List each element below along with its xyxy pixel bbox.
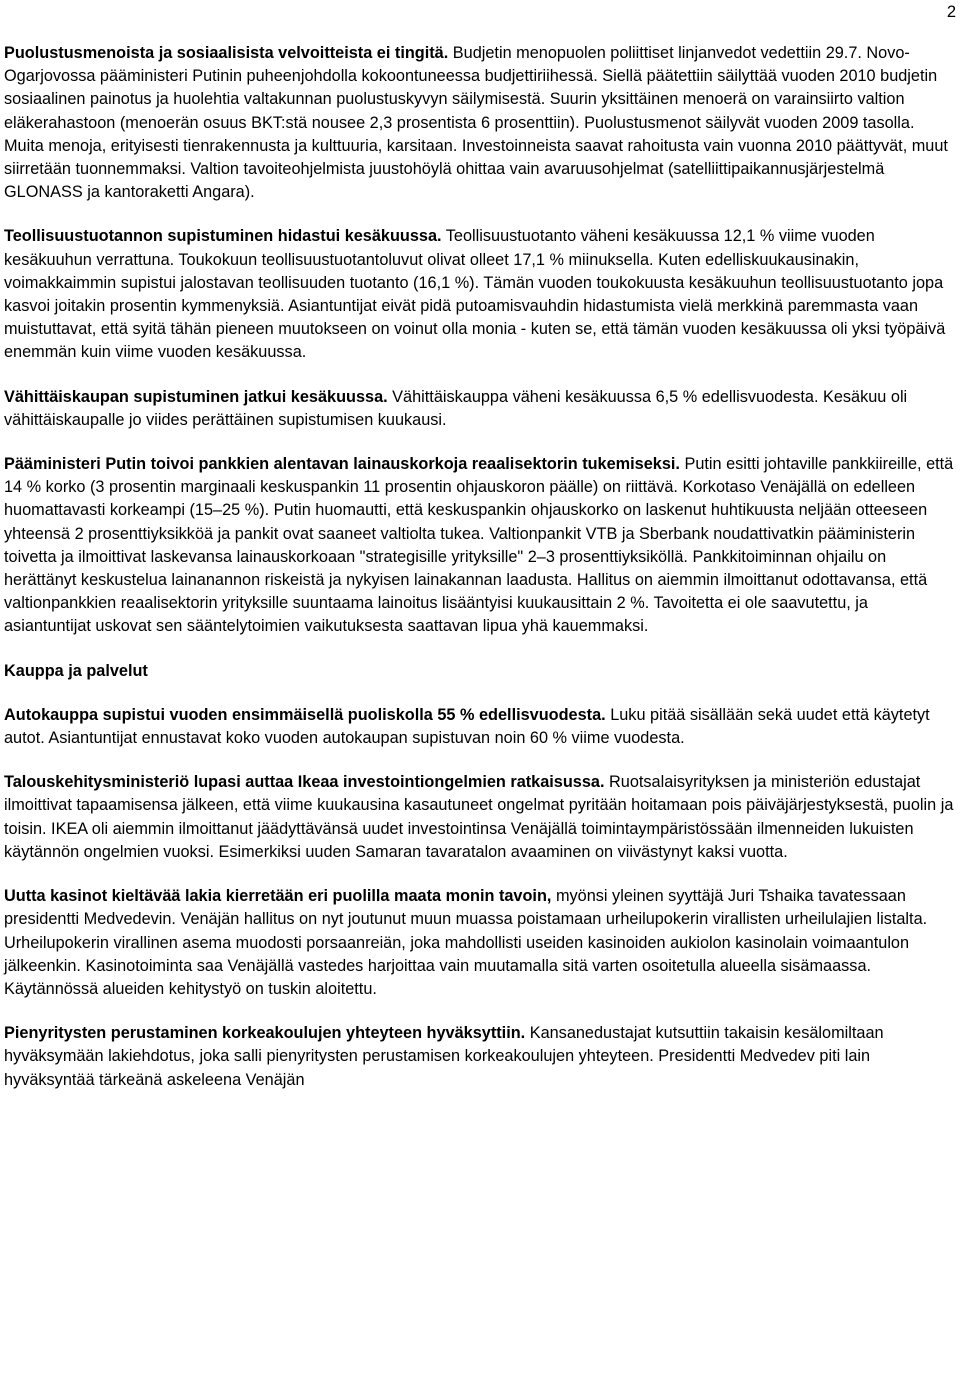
paragraph-casinos (4, 885, 956, 1001)
paragraph-body: Ruotsalaisyrityksen ja ministeriön edustajat ilmoittivat tapaamisensa jälkeen, että viime kuukausina kasautuneet ongelmat pyritään hoitamaan pois päiväjärjestyksestä, puolin ja toisin. IKEA oli aiemmin ilmoittanut jäädyttävänsä uudet investointinsa Venäjällä toimintaympäristössään ilmenneiden lukuisten käytännön ongelmien vuoksi. Esimerkiksi uuden Samaran tavaratalon avaaminen on viivästynyt kaksi vuotta. (4, 773, 954, 861)
paragraph-lead: Pääministeri Putin toivoi pankkien alentavan lainauskorkoja reaalisektorin tukemiseksi. (4, 455, 680, 474)
document-body (4, 42, 956, 1113)
paragraph-body: Kansanedustajat kutsuttiin takaisin kesälomiltaan hyväksymään lakiehdotus, joka salli pienyritysten perustamisen korkeakoulujen yhteyteen. Presidentti Medvedev piti lain hyväksyntää tärkeänä askeleena Venäjän (4, 1024, 884, 1089)
page-number: 2 (946, 3, 956, 21)
paragraph-industrial-production (4, 225, 956, 364)
paragraph-body: Vähittäiskauppa väheni kesäkuussa 6,5 % edellisvuodesta. Kesäkuu oli vähittäiskaupalle jo viides perättäinen supistumisen kuukausi. (4, 387, 908, 429)
paragraph-car-sales (4, 704, 956, 750)
paragraph-lead: Autokauppa supistui vuoden ensimmäisellä puoliskolla 55 % edellisvuodesta. (4, 705, 606, 724)
paragraph-bank-rates (4, 453, 956, 639)
paragraph-lead: Puolustusmenoista ja sosiaalisista velvoitteista ei tingitä. (4, 44, 449, 62)
paragraph-ikea (4, 771, 956, 864)
paragraph-body: Teollisuustuotanto väheni kesäkuussa 12,1 % viime vuoden kesäkuuhun verrattuna. Toukokuun teollisuustuotantoluvut olivat olleet 17,1 % miinuksella. Kuten edelliskuukausinakin, voimakkaimmin supistui jalostavan teollisuuden tuotanto (16,1 %). Tämän vuoden toukokuusta kesäkuuhun teollisuustuotanto jopa kasvoi joitakin prosentin kymmenyksiä. Asiantuntijat eivät pidä putoamisvauhdin hidastumista vielä merkkinä paremmasta vaan muistuttavat, että syitä tähän pieneen muutokseen on voinut olla monia - kuten se, että tämän vuoden kesäkuussa oli yksi työpäivä enemmän kuin viime vuoden kesäkuussa. (4, 227, 946, 362)
paragraph-lead: Teollisuustuotannon supistuminen hidastui kesäkuussa. (4, 227, 442, 246)
paragraph-retail (4, 386, 956, 432)
paragraph-small-business (4, 1022, 956, 1092)
paragraph-defence-spending (4, 42, 956, 204)
paragraph-lead: Talouskehitysministeriö lupasi auttaa Ikeaa investointiongelmien ratkaisussa. (4, 773, 605, 792)
paragraph-body: myönsi yleinen syyttäjä Juri Tshaika tavatessaan presidentti Medvedevin. Venäjän hallitus on nyt joutunut muun muassa poistamaan urheilupokerin virallisten urheilulajien listalta. Urheilupokerin virallinen asema muodosti porsaanreiän, joka mahdollisti useiden kasinoiden aukiolon kasinolain voimaantulon jälkeenkin. Kasinotoiminta saa Venäjällä vastedes harjoittaa vain muutamalla sitä varten osoitetulla alueella sisämaassa. Käytännössä alueiden kehitystyö on tuskin aloitettu. (4, 887, 928, 998)
paragraph-body: Putin esitti johtaville pankkiireille, että 14 % korko (3 prosentin marginaali keskuspankin 11 prosentin ohjauskoron päälle) on riittävä. Korkotaso Venäjällä on edelleen huomattavasti korkeampi (15–25 %). Putin huomautti, että keskuspankin ohjauskorko on laskenut huhtikuusta neljään otteeseen yhteensä 2 prosenttiyksikköä ja pankit ovat saaneet valtiolta tukea. Valtionpankit VTB ja Sberbank noudattivatkin pääministerin toivetta ja ilmoittivat laskevansa lainauskorkoaan "strategisille yrityksille" 2–3 prosenttiyksiköllä. Pankkitoiminnan ohjailu on herättänyt keskustelua lainanannon riskeistä ja nykyisen lainakannan laadusta. Hallitus on aiemmin ilmoittanut odottavansa, että valtionpankkien reaalisektorin yrityksille suuntaama lainoitus lisääntyisi kuukausittain 2 %. Tavoitetta ei ole saavutettu, ja asiantuntijat uskovat sen sääntelytoimien vaikutuksesta saattavan lipua yhä kauemmaksi. (4, 455, 954, 636)
paragraph-body: Budjetin menopuolen poliittiset linjanvedot vedettiin 29.7. Novo-Ogarjovossa pääministeri Putinin puheenjohdolla kokoontuneessa budjettiriihessä. Siellä päätettiin säilyttää vuoden 2010 budjetin sosiaalinen painotus ja huolehtia valtakunnan puolustuskyvyn säilymisestä. Suurin yksittäinen menoerä on varainsiirto valtion eläkerahastoon (menoerän osuus BKT:stä nousee 2,3 prosentista 6 prosenttiin). Puolustusmenot säilyvät vuoden 2009 tasolla. Muita menoja, erityisesti tienrakennusta ja kulttuuria, karsitaan. Investoinneista saavat rahoitusta vain vuonna 2010 päättyvät, muut siirretään tuonnemmaksi. Valtion tavoiteohjelmista juustohöylä ohittaa vain avaruusohjelmat (satelliittipaikannusjärjestelmä GLONASS ja kantoraketti Angara). (4, 44, 948, 202)
paragraph-lead: Uutta kasinot kieltävää lakia kierretään eri puolilla maata monin tavoin, (4, 887, 552, 906)
section-heading: Kauppa ja palvelut (4, 661, 148, 680)
paragraph-lead: Pienyritysten perustaminen korkeakoulujen yhteyteen hyväksyttiin. (4, 1024, 526, 1043)
paragraph-lead: Vähittäiskaupan supistuminen jatkui kesäkuussa. (4, 387, 388, 406)
paragraph-body: Luku pitää sisällään sekä uudet että käytetyt autot. Asiantuntijat ennustavat koko vuoden autokaupan supistuvan noin 60 % viime vuodesta. (4, 705, 930, 748)
